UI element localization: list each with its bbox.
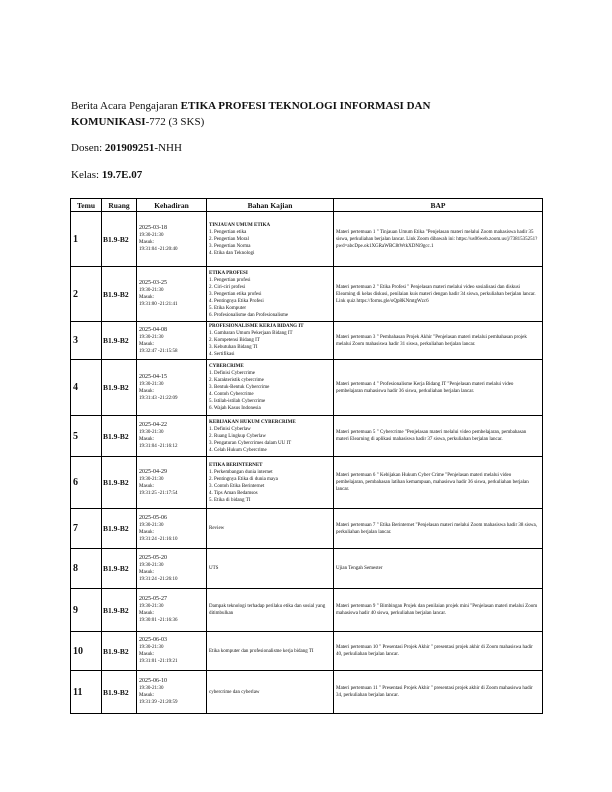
material-cell	[207, 549, 334, 589]
material-title: ETIKA PROFESI	[209, 270, 248, 276]
meeting-date: 2025-03-18	[139, 225, 167, 231]
material-cell	[207, 671, 334, 714]
document-title	[71, 98, 541, 130]
lecturer-code: -NHH	[154, 142, 182, 154]
meeting-time: 19:30-21:30	[139, 686, 164, 691]
meeting-date: 2025-05-27	[139, 596, 167, 602]
meeting-number: 1	[71, 212, 102, 267]
material-title: ETIKA BERINTERNET	[209, 462, 263, 468]
class-line	[71, 167, 541, 183]
meeting-number: 4	[71, 360, 102, 416]
meeting-date: 2025-04-08	[139, 326, 167, 333]
material-title: KEBIJAKAN HUKUM CYBERCRIME	[209, 419, 296, 425]
attendance-table	[70, 198, 543, 714]
meeting-time: 19:30-21:30	[139, 381, 164, 387]
meeting-time: 19:30-21:30	[139, 334, 164, 340]
meeting-number: 11	[71, 671, 102, 714]
material-content: 1. Perkembangan dunia internet 2. Pentingnya Etika di dunia maya 3. Contoh Etika Berinternet 4. Tips Aman Bedamsos 5. Etika di bidang TI	[209, 469, 278, 503]
meeting-time: 19:30-21:30	[139, 522, 164, 528]
check-in-label: Masuk:	[139, 437, 154, 442]
room-cell: B1.9-B2	[102, 632, 137, 671]
material-cell	[207, 632, 334, 671]
course-code: -772 (3 SKS)	[145, 116, 205, 128]
check-in-range: 19:31:04 -21:20:40	[139, 247, 178, 252]
material-content: 1. Definisi Cybercrime 2. Karakteristik cybercrime 3. Bentuk-Bentuk Cybercrime 4. Contoh Cybercrime 5. Istilah-istilah Cybercrime 6. Wajah Kasus Indonesia	[209, 371, 270, 411]
material-content: Etika komputer dan profesionalisme kerja bidang TI	[209, 648, 314, 654]
check-in-label: Masuk:	[139, 693, 154, 698]
check-in-range: 19:30:01 -21:16:36	[139, 618, 178, 623]
check-in-label: Masuk:	[139, 388, 154, 394]
meeting-date: 2025-04-22	[139, 422, 167, 428]
check-in-label: Masuk:	[139, 240, 154, 245]
check-in-range: 19:31:00 -21:21:41	[139, 302, 178, 307]
material-content: cybercrime dan cyberlaw	[209, 689, 260, 695]
attendance-cell	[137, 549, 207, 589]
material-content: Dampak teknologi terhadap perilaku etika dan sosial yang ditimbulkan	[209, 604, 326, 616]
meeting-time: 19:30-21:30	[139, 233, 164, 238]
check-in-range: 19:31:24 -21:26:10	[139, 576, 178, 582]
room-cell: B1.9-B2	[102, 589, 137, 632]
meeting-number: 5	[71, 416, 102, 457]
meeting-date: 2025-04-29	[139, 468, 167, 475]
material-cell	[207, 322, 334, 360]
material-cell	[207, 416, 334, 457]
header-bap: BAP	[334, 199, 543, 212]
material-content: 1. Definisi Cyberlaw 2. Ruang Lingkup Cyberlaw 3. Pengaturan Cybercrimes dalam UU IT 4. Celah Hukum Cybercrime	[209, 426, 292, 453]
meeting-number: 2	[71, 267, 102, 322]
check-in-range: 19:31:24 -21:16:10	[139, 536, 178, 542]
attendance-cell	[137, 416, 207, 457]
check-in-label: Masuk:	[139, 652, 154, 657]
header-temu: Temu	[71, 199, 102, 212]
class-label: Kelas:	[71, 169, 102, 181]
table-row	[71, 457, 543, 509]
meeting-number: 8	[71, 549, 102, 589]
bap-cell: Materi pertemuan 4 " Profesionalisme Kerja Bidang IT "Penjelasan materi melalui video pembelajaran mahasiswa hadir 36 siswa, perkuliahan berjalan lancar.	[334, 360, 543, 416]
attendance-cell	[137, 322, 207, 360]
table-row	[71, 509, 543, 549]
table-row	[71, 589, 543, 632]
header-bahan-kajian: Bahan Kajian	[207, 199, 334, 212]
room-cell: B1.9-B2	[102, 360, 137, 416]
header-kehadiran: Kehadiran	[137, 199, 207, 212]
bap-cell: Materi pertemuan 6 " Kebijakan Hukum Cyber Crime "Penjelasan materi melalui video pembelajaran, pembahasan latihan kemampuan, mahasiswa hadir 36 siswa, perkuliahan berjalan lancar.	[334, 457, 543, 509]
meeting-time: 19:30-21:30	[139, 476, 164, 482]
course-name-part-2: KOMUNIKASI	[71, 116, 146, 128]
material-content: 1. Pengertian profesi 2. Ciri-ciri profesi 3. Pengertian etika profesi 4. Pentingnya Etika Profesi 5. Etika Komputer 6. Profesionalisme dan Profesionalisme	[209, 277, 289, 318]
table-row	[71, 360, 543, 416]
meeting-date: 2025-04-15	[139, 373, 167, 380]
bap-cell: Materi pertemuan 2 " Etika Profesi " Penjelasan materi melalui video sosialisasi dan diskusi Elearning di kelas diskusi, penilaian kuis materi dengan hadir 34 siswa, perkuliahan berjalan lancar. Link quiz https://forms.gle/oQp8KNmtgWzc6	[334, 267, 543, 322]
meeting-number: 6	[71, 457, 102, 509]
material-content: 1. Gambaran Umum Pekerjaan Bidang IT 2. Kompetensi Bidang IT 3. Kebutuhan Bidang TI 4. Sertifikasi	[209, 331, 293, 357]
lecturer-label: Dosen:	[71, 142, 105, 154]
attendance-cell	[137, 360, 207, 416]
bap-cell: Materi pertemuan 1 " Tinjauan Umum Etika "Penjelasan materi melalui Zoom mahasiswa hadir 35 siswa, perkuliahan berjalan lancar. Link Zoom dibawah ini: https://us06web.zoom.us/j/7381535251?pwd=abcDpe.ok1XGRaWBC8tWtkXDNi9gcc.1	[334, 212, 543, 267]
material-title: PROFESIONALISME KERJA BIDANG IT	[209, 324, 304, 329]
lecturer-id: 201909251	[104, 142, 155, 154]
check-in-label: Masuk:	[139, 341, 154, 347]
material-title: TINJAUAN UMUM ETIKA	[209, 222, 271, 228]
check-in-label: Masuk:	[139, 295, 154, 300]
meeting-date: 2025-05-20	[139, 554, 167, 561]
meeting-time: 19:30-21:30	[139, 645, 164, 650]
material-content: 1. Pengertian etika 2. Pengertian Moral 3. Pengertian Norma 4. Etika dan Teknologi	[209, 229, 255, 256]
table-row	[71, 632, 543, 671]
material-content: Review	[209, 526, 225, 531]
check-in-label: Masuk:	[139, 483, 154, 489]
meeting-time: 19:30-21:30	[139, 430, 164, 435]
meeting-date: 2025-03-25	[139, 280, 167, 286]
room-cell: B1.9-B2	[102, 549, 137, 589]
meeting-number: 10	[71, 632, 102, 671]
meeting-number: 7	[71, 509, 102, 549]
material-cell	[207, 509, 334, 549]
check-in-range: 19:31:04 -21:16:12	[139, 444, 178, 449]
check-in-range: 19:31:01 -21:19:21	[139, 659, 178, 664]
table-row	[71, 267, 543, 322]
meeting-number: 3	[71, 322, 102, 360]
bap-cell: Materi pertemuan 10 " Presentasi Projek Akhir " presentasi projek akhir di Zoom mahasiswa hadir 40, perkuliahan berjalan lancar.	[334, 632, 543, 671]
bap-cell: Materi pertemuan 9 " Bimbingan Projek dan penilaian projek mini "Penjelasan materi melalui Zoom mahasiswa hadir 40 siswa, perkuliahan berjalan lancar.	[334, 589, 543, 632]
room-cell: B1.9-B2	[102, 267, 137, 322]
table-header-row	[71, 199, 543, 212]
attendance-cell	[137, 671, 207, 714]
material-cell	[207, 212, 334, 267]
material-content: UTS	[209, 566, 219, 571]
meeting-date: 2025-06-03	[139, 637, 167, 643]
bap-cell: Materi pertemuan 7 " Etika Berinternet "Penjelasan materi melalui Zoom mahasiswa hadir 38 siswa, perkuliahan berjalan lancar.	[334, 509, 543, 549]
table-row	[71, 671, 543, 714]
check-in-range: 19:31:25 -21:17:54	[139, 490, 178, 496]
attendance-cell	[137, 267, 207, 322]
room-cell: B1.9-B2	[102, 509, 137, 549]
material-cell	[207, 360, 334, 416]
room-cell: B1.9-B2	[102, 212, 137, 267]
table-row	[71, 549, 543, 589]
title-prefix: Berita Acara Pengajaran	[71, 100, 181, 112]
table-row	[71, 322, 543, 360]
attendance-cell	[137, 632, 207, 671]
room-cell: B1.9-B2	[102, 457, 137, 509]
course-name-part-1: ETIKA PROFESI TEKNOLOGI INFORMASI DAN	[180, 100, 431, 112]
bap-cell: Ujian Tengah Semester	[334, 549, 543, 589]
room-cell: B1.9-B2	[102, 416, 137, 457]
meeting-time: 19:30-21:30	[139, 288, 164, 293]
title-line-1	[71, 98, 541, 114]
check-in-label: Masuk:	[139, 569, 154, 575]
table-row	[71, 416, 543, 457]
class-value: 19.7E.07	[101, 169, 143, 181]
check-in-label: Masuk:	[139, 611, 154, 616]
attendance-cell	[137, 212, 207, 267]
check-in-label: Masuk:	[139, 529, 154, 535]
header-ruang: Ruang	[102, 199, 137, 212]
meeting-date: 2025-06-10	[139, 678, 167, 684]
material-cell	[207, 267, 334, 322]
bap-cell: Materi pertemuan 3 " Pembahasan Projek Akhir "Penjelasan materi melalui pembahasan projek melalui Zoom mahasiswa hadir 31 siswa, perkuliahan berjalan lancar.	[334, 322, 543, 360]
attendance-cell	[137, 589, 207, 632]
room-cell: B1.9-B2	[102, 671, 137, 714]
meeting-number: 9	[71, 589, 102, 632]
check-in-range: 19:32:47 -21:15:58	[139, 348, 178, 354]
material-title: CYBERCRIME	[209, 364, 244, 369]
meeting-time: 19:30-21:30	[139, 604, 164, 609]
meeting-date: 2025-05-06	[139, 514, 167, 521]
lecturer-line	[71, 140, 541, 156]
attendance-cell	[137, 457, 207, 509]
material-cell	[207, 589, 334, 632]
check-in-range: 19:31:43 -21:22:09	[139, 395, 178, 401]
bap-cell: Materi pertemuan 5 " Cybercrime "Penjelasan materi melalui video pembelajaran, pembahasan materi Elearning di aplikasi mahasiswa hadir 37 siswa, perkuliahan berjalan lancar.	[334, 416, 543, 457]
material-cell	[207, 457, 334, 509]
bap-cell: Materi pertemuan 11 " Presentasi Projek Akhir " presentasi projek akhir di Zoom mahasiswa hadir 34, perkuliahan berjalan lancar.	[334, 671, 543, 714]
check-in-range: 19:31:39 -21:20:59	[139, 700, 178, 705]
meeting-time: 19:30-21:30	[139, 562, 164, 568]
title-line-2	[71, 114, 541, 130]
table-row	[71, 212, 543, 267]
attendance-cell	[137, 509, 207, 549]
room-cell: B1.9-B2	[102, 322, 137, 360]
